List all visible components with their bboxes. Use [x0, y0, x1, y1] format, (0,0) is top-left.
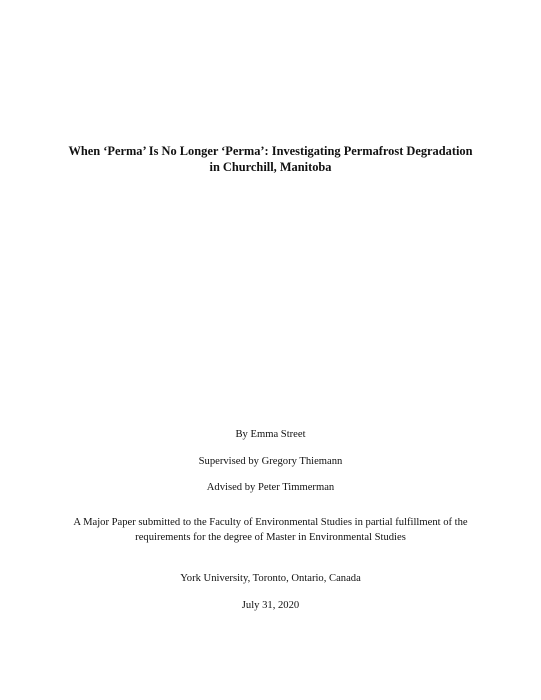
- supervisor-line: Supervised by Gregory Thiemann: [198, 456, 343, 467]
- paper-title-line-1: When ‘Perma’ Is No Longer ‘Perma’: Investigating Permafrost Degradation: [68, 144, 473, 158]
- submission-statement-line-1: A Major Paper submitted to the Faculty of Environmental Studies in partial fulfillment of the: [73, 517, 468, 528]
- advisor-line: Advised by Peter Timmerman: [206, 482, 335, 493]
- author-line: By Emma Street: [235, 429, 306, 440]
- submission-date: July 31, 2020: [241, 600, 300, 611]
- paper-title-line-2: in Churchill, Manitoba: [209, 160, 332, 174]
- submission-statement-line-2: requirements for the degree of Master in Environmental Studies: [135, 532, 406, 543]
- institution-line: York University, Toronto, Ontario, Canada: [180, 573, 361, 584]
